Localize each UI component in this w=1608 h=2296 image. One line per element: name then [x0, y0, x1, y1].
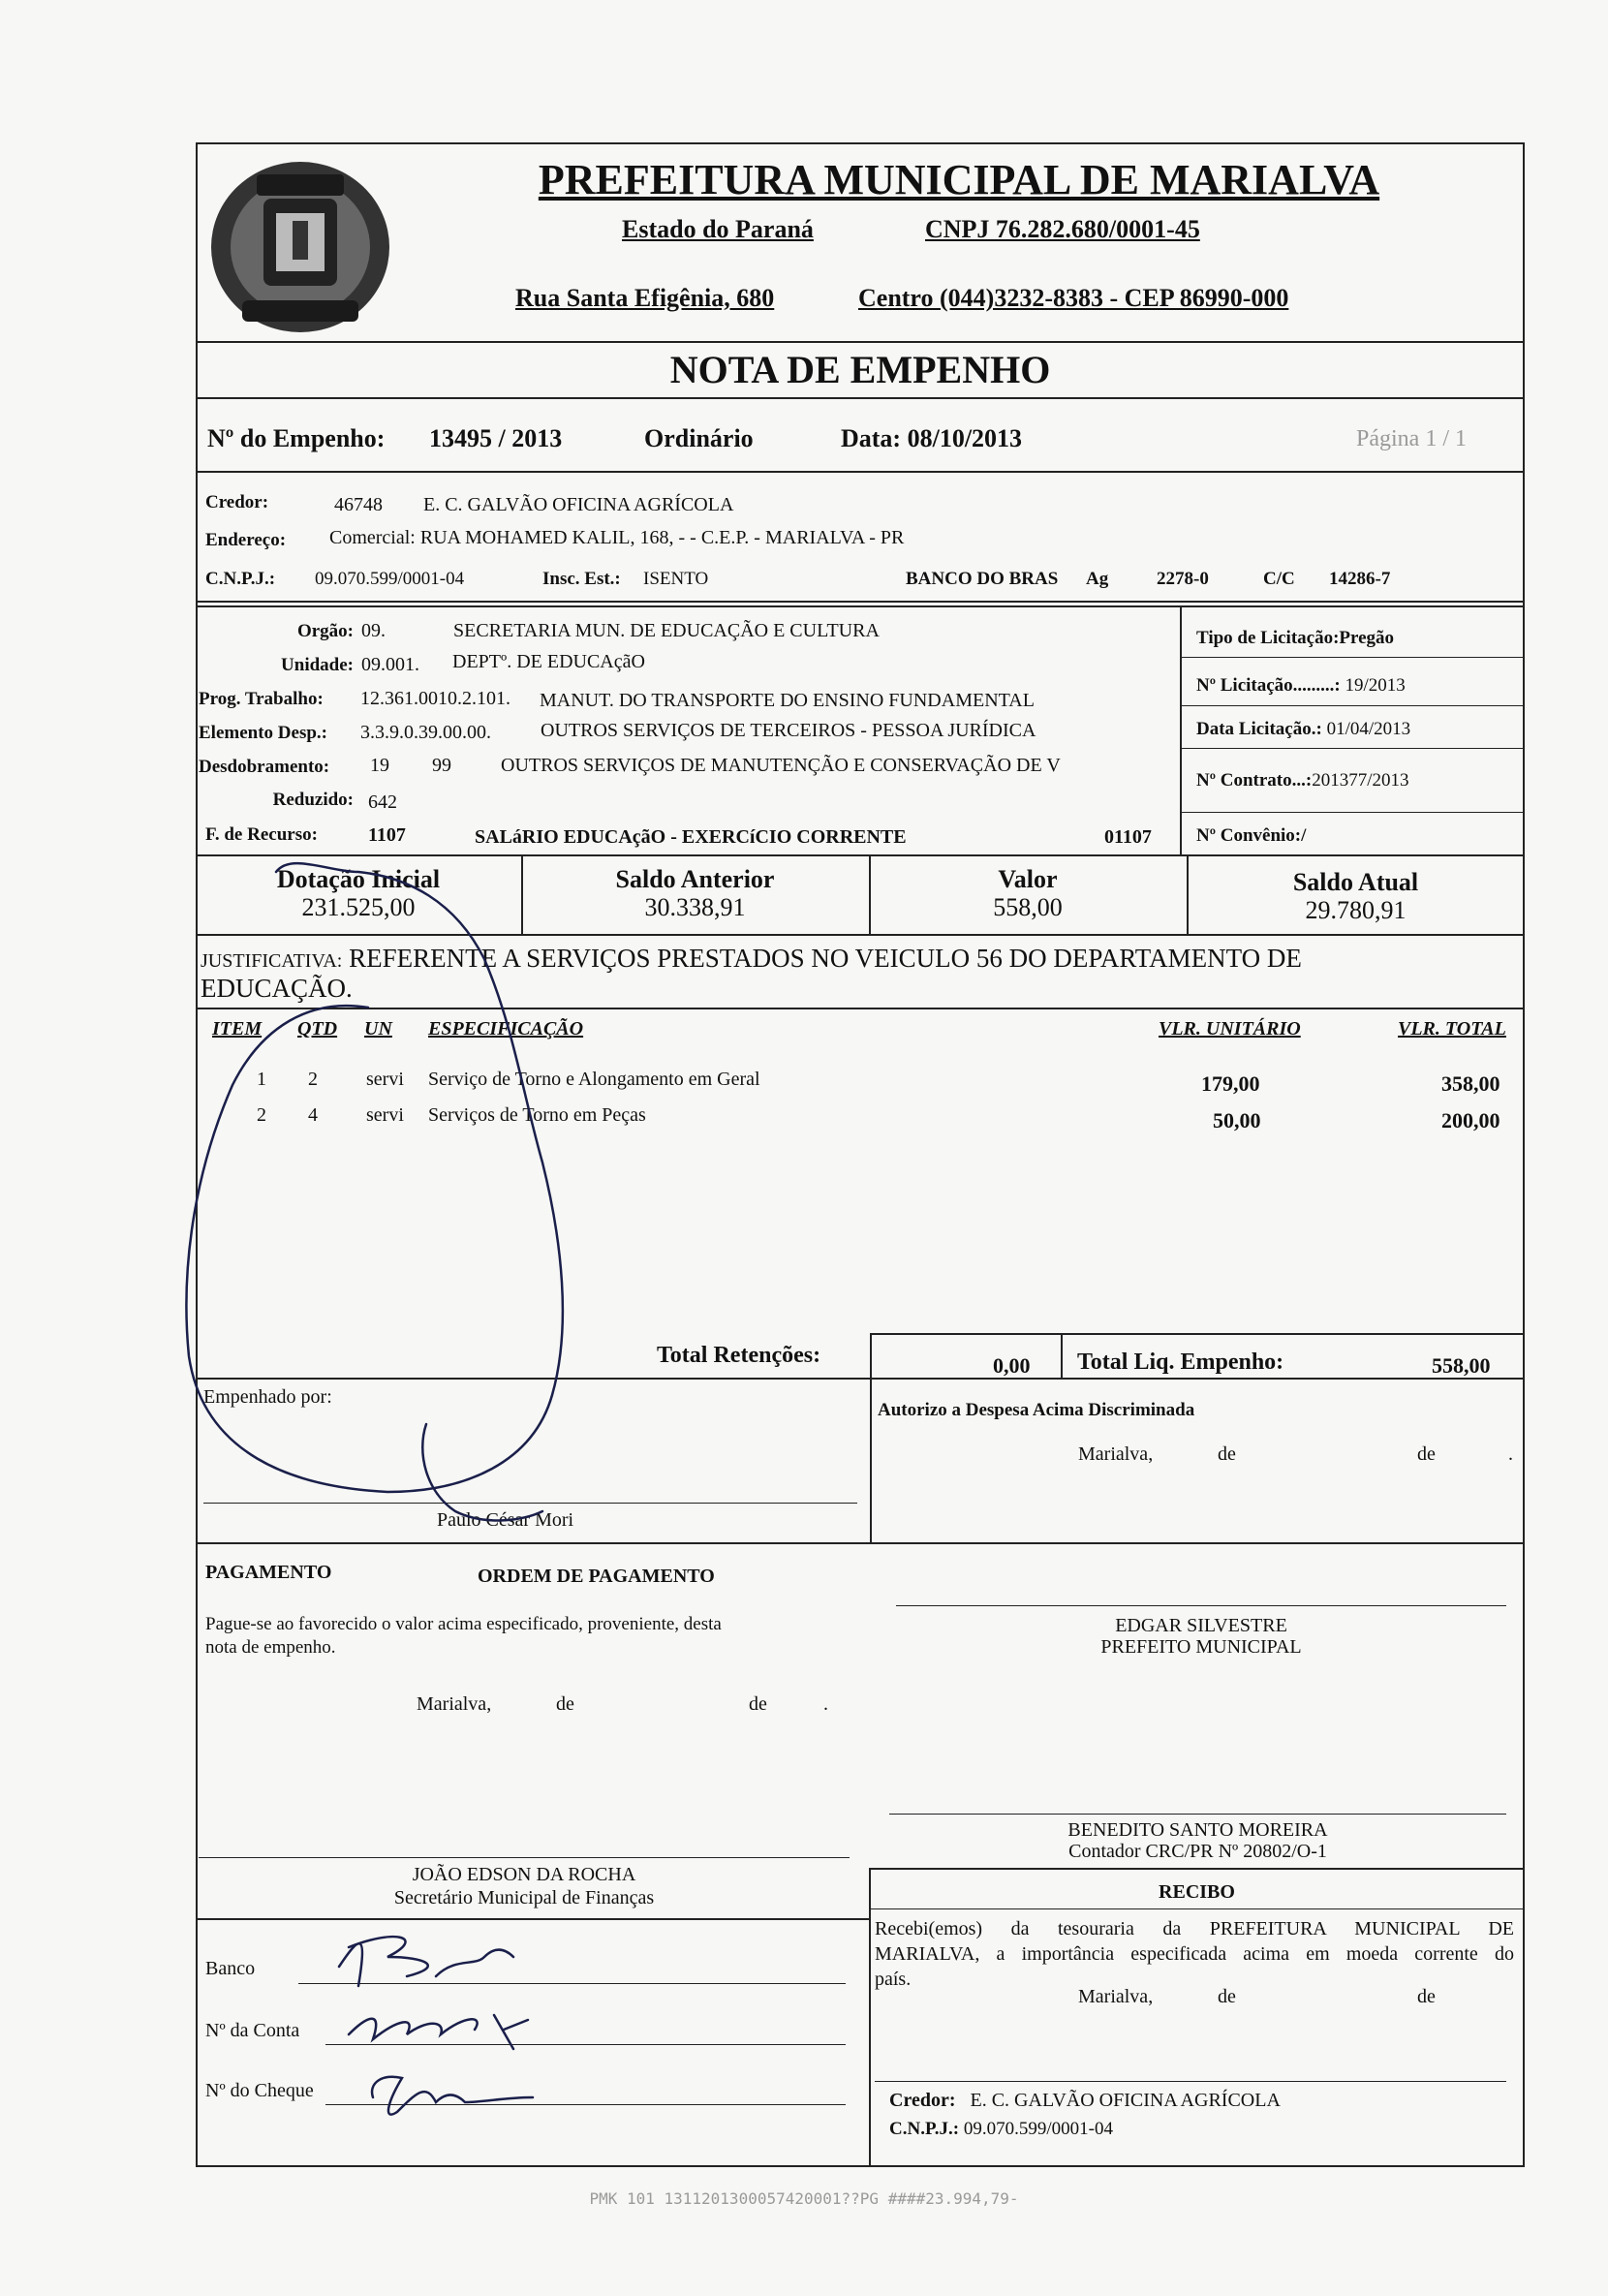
auth-dot: .: [1508, 1443, 1513, 1465]
col-unit: VLR. UNITÁRIO: [1159, 1018, 1301, 1039]
cnpj-label: C.N.P.J.:: [205, 569, 276, 589]
unidade-label: Unidade:: [281, 655, 354, 675]
recibo-cnpj: 09.070.599/0001-04: [963, 2119, 1113, 2139]
reduzido-label: Reduzido:: [272, 790, 354, 810]
total-liq-label: Total Liq. Empenho:: [1077, 1350, 1284, 1375]
pagamento-label: PAGAMENTO: [205, 1562, 332, 1583]
prog-code: 12.361.0010.2.101.: [360, 688, 510, 709]
credor-cnpj: 09.070.599/0001-04: [315, 569, 465, 589]
saldo-anterior-value: 30.338,91: [644, 893, 746, 921]
convenio: Nº Convênio:/: [1196, 825, 1307, 846]
conta-label: Nº da Conta: [205, 2020, 300, 2041]
reduzido-value: 642: [368, 791, 397, 813]
recibo-cnpj-label: C.N.P.J.:: [889, 2119, 960, 2139]
dotacao-value: 231.525,00: [301, 893, 416, 921]
unidade-code: 09.001.: [361, 654, 419, 675]
col-un: UN: [364, 1018, 392, 1039]
empenhado-por: Empenhado por:: [203, 1386, 332, 1408]
row-un: servi: [366, 1069, 404, 1090]
footer-code: PMK 101 1311201300057420001??PG ####23.994,79-: [589, 2189, 1019, 2208]
cc-label: C/C: [1263, 569, 1295, 589]
row-total: 358,00: [1441, 1071, 1500, 1096]
recibo-de2: de: [1417, 1986, 1436, 2007]
auth-place: Marialva,: [1078, 1443, 1154, 1465]
cheque-label: Nº do Cheque: [205, 2080, 314, 2101]
page-indicator: Página 1 / 1: [1356, 426, 1467, 451]
prog-desc: MANUT. DO TRANSPORTE DO ENSINO FUNDAMENTAL: [540, 690, 1035, 711]
recibo-credor-label: Credor:: [889, 2090, 956, 2111]
row-spec: Serviço de Torno e Alongamento em Geral: [428, 1069, 760, 1090]
cnpj-header: CNPJ 76.282.680/0001-45: [925, 215, 1200, 243]
col-item: ITEM: [212, 1018, 263, 1039]
credor-label: Credor:: [205, 492, 269, 512]
total-retencoes-value: 0,00: [993, 1353, 1031, 1378]
licitacao-num-label: Nº Licitação.........:: [1196, 675, 1341, 696]
row-qtd: 2: [308, 1069, 318, 1090]
desd-b: 99: [432, 755, 451, 776]
saldo-atual-value: 29.780,91: [1305, 896, 1407, 924]
mayor-title: PREFEITO MUNICIPAL: [1100, 1636, 1302, 1658]
valor-value: 558,00: [993, 893, 1063, 921]
row-un: servi: [366, 1104, 404, 1126]
recibo-title: RECIBO: [1159, 1881, 1235, 1903]
recurso-desc: SALáRIO EDUCAçãO - EXERCíCIO CORRENTE: [475, 826, 907, 848]
licitacao-date: 01/04/2013: [1326, 719, 1411, 739]
row-qtd: 4: [308, 1104, 318, 1126]
secretary-title: Secretário Municipal de Finanças: [393, 1887, 655, 1908]
desd-a: 19: [370, 755, 389, 776]
total-retencoes-label: Total Retenções:: [657, 1343, 821, 1368]
payment-text2: nota de empenho.: [205, 1637, 336, 1658]
contrato-label: Nº Contrato...:: [1196, 770, 1313, 791]
ordem-pagamento: ORDEM DE PAGAMENTO: [478, 1566, 715, 1587]
elem-code: 3.3.9.0.39.00.00.: [360, 722, 491, 743]
doc-title: NOTA DE EMPENHO: [669, 348, 1051, 391]
justificativa-label: JUSTIFICATIVA:: [201, 950, 343, 972]
accountant-title: Contador CRC/PR Nº 20802/O-1: [1068, 1841, 1327, 1862]
payment-place: Marialva,: [417, 1693, 492, 1715]
col-spec: ESPECIFICAÇÃO: [428, 1018, 584, 1039]
payment-text1: Pague-se ao favorecido o valor acima especificado, proveniente, desta: [205, 1614, 722, 1634]
row-unit: 179,00: [1201, 1071, 1260, 1096]
credor-code: 46748: [334, 494, 383, 515]
elem-label: Elemento Desp.:: [199, 723, 327, 743]
state-name: Estado do Paraná: [622, 215, 814, 243]
credor-address: Comercial: RUA MOHAMED KALIL, 168, - - C.E.P. - MARIALVA - PR: [329, 527, 905, 548]
elem-desc: OUTROS SERVIÇOS DE TERCEIROS - PESSOA JURÍDICA: [541, 720, 1036, 741]
saldo-atual-label: Saldo Atual: [1292, 868, 1419, 896]
recurso-label: F. de Recurso:: [205, 824, 318, 845]
empenho-type: Ordinário: [644, 424, 754, 452]
recibo-credor: E. C. GALVÃO OFICINA AGRÍCOLA: [970, 2090, 1281, 2111]
agency-value: 2278-0: [1157, 569, 1209, 589]
dotacao-label: Dotação Inicial: [276, 865, 441, 893]
recibo-text1: Recebi(emos) da tesouraria da PREFEITURA MUNICIPAL DE: [875, 1918, 1514, 1939]
orgao-code: 09.: [361, 620, 386, 641]
row-item: 2: [257, 1104, 266, 1126]
payment-de1: de: [556, 1693, 574, 1715]
auth-de2: de: [1417, 1443, 1436, 1465]
contrato-value: 201377/2013: [1312, 770, 1409, 791]
recibo-text2: MARIALVA, a importância especificada acima em moeda corrente do: [875, 1943, 1514, 1965]
row-item: 1: [257, 1069, 266, 1090]
unidade-desc: DEPTº. DE EDUCAçãO: [452, 651, 645, 672]
col-total: VLR. TOTAL: [1398, 1018, 1506, 1039]
prog-label: Prog. Trabalho:: [199, 689, 324, 709]
empenho-num-label: Nº do Empenho:: [207, 424, 386, 452]
orgao-label: Orgão:: [296, 621, 354, 641]
accountant-name: BENEDITO SANTO MOREIRA: [1067, 1819, 1328, 1841]
empenhado-signer: Paulo César Mori: [437, 1509, 574, 1531]
recibo-de1: de: [1218, 1986, 1236, 2007]
row-total: 200,00: [1441, 1108, 1500, 1132]
recurso-value: 1107: [368, 824, 406, 846]
empenho-date: Data: 08/10/2013: [841, 424, 1023, 452]
prefeitura-title: PREFEITURA MUNICIPAL DE MARIALVA: [538, 156, 1380, 203]
licitacao-num: 19/2013: [1345, 675, 1406, 696]
valor-label: Valor: [998, 865, 1058, 893]
total-liq-value: 558,00: [1432, 1353, 1491, 1378]
payment-dot: .: [823, 1693, 828, 1715]
payment-de2: de: [749, 1693, 767, 1715]
address-label: Endereço:: [205, 530, 287, 550]
credor-name: E. C. GALVÃO OFICINA AGRÍCOLA: [423, 494, 734, 515]
bank-name: BANCO DO BRAS: [906, 569, 1059, 589]
secretary-name: JOÃO EDSON DA ROCHA: [412, 1864, 636, 1885]
justificativa-text1: REFERENTE A SERVIÇOS PRESTADOS NO VEICULO 56 DO DEPARTAMENTO DE: [349, 944, 1302, 973]
insc-value: ISENTO: [643, 569, 709, 589]
col-qtd: QTD: [297, 1018, 338, 1039]
center-phone-cep: Centro (044)3232-8383 - CEP 86990-000: [858, 284, 1289, 312]
row-unit: 50,00: [1213, 1108, 1261, 1132]
empenho-number: 13495 / 2013: [429, 424, 563, 452]
saldo-anterior-label: Saldo Anterior: [615, 865, 775, 893]
licitacao-date-label: Data Licitação.:: [1196, 719, 1322, 739]
street-address: Rua Santa Efigênia, 680: [515, 284, 775, 312]
desd-desc: OUTROS SERVIÇOS DE MANUTENÇÃO E CONSERVAÇÃO DE V: [501, 755, 1061, 776]
recurso-code: 01107: [1104, 826, 1152, 848]
agency-label: Ag: [1086, 569, 1109, 589]
recibo-text3: país.: [875, 1969, 912, 1990]
banco-label: Banco: [205, 1958, 256, 1979]
row-spec: Serviços de Torno em Peças: [428, 1104, 646, 1126]
mayor-name: EDGAR SILVESTRE: [1115, 1615, 1287, 1636]
justificativa-text2: EDUCAÇÃO.: [201, 974, 353, 1003]
desd-label: Desdobramento:: [199, 757, 330, 777]
orgao-desc: SECRETARIA MUN. DE EDUCAÇÃO E CULTURA: [453, 620, 880, 641]
tipo-licitacao: Tipo de Licitação:Pregão: [1196, 628, 1395, 648]
cc-value: 14286-7: [1329, 569, 1391, 589]
autorizo-text: Autorizo a Despesa Acima Discriminada: [878, 1400, 1195, 1420]
auth-de1: de: [1218, 1443, 1236, 1465]
insc-label: Insc. Est.:: [542, 569, 621, 589]
recibo-place: Marialva,: [1078, 1986, 1154, 2007]
